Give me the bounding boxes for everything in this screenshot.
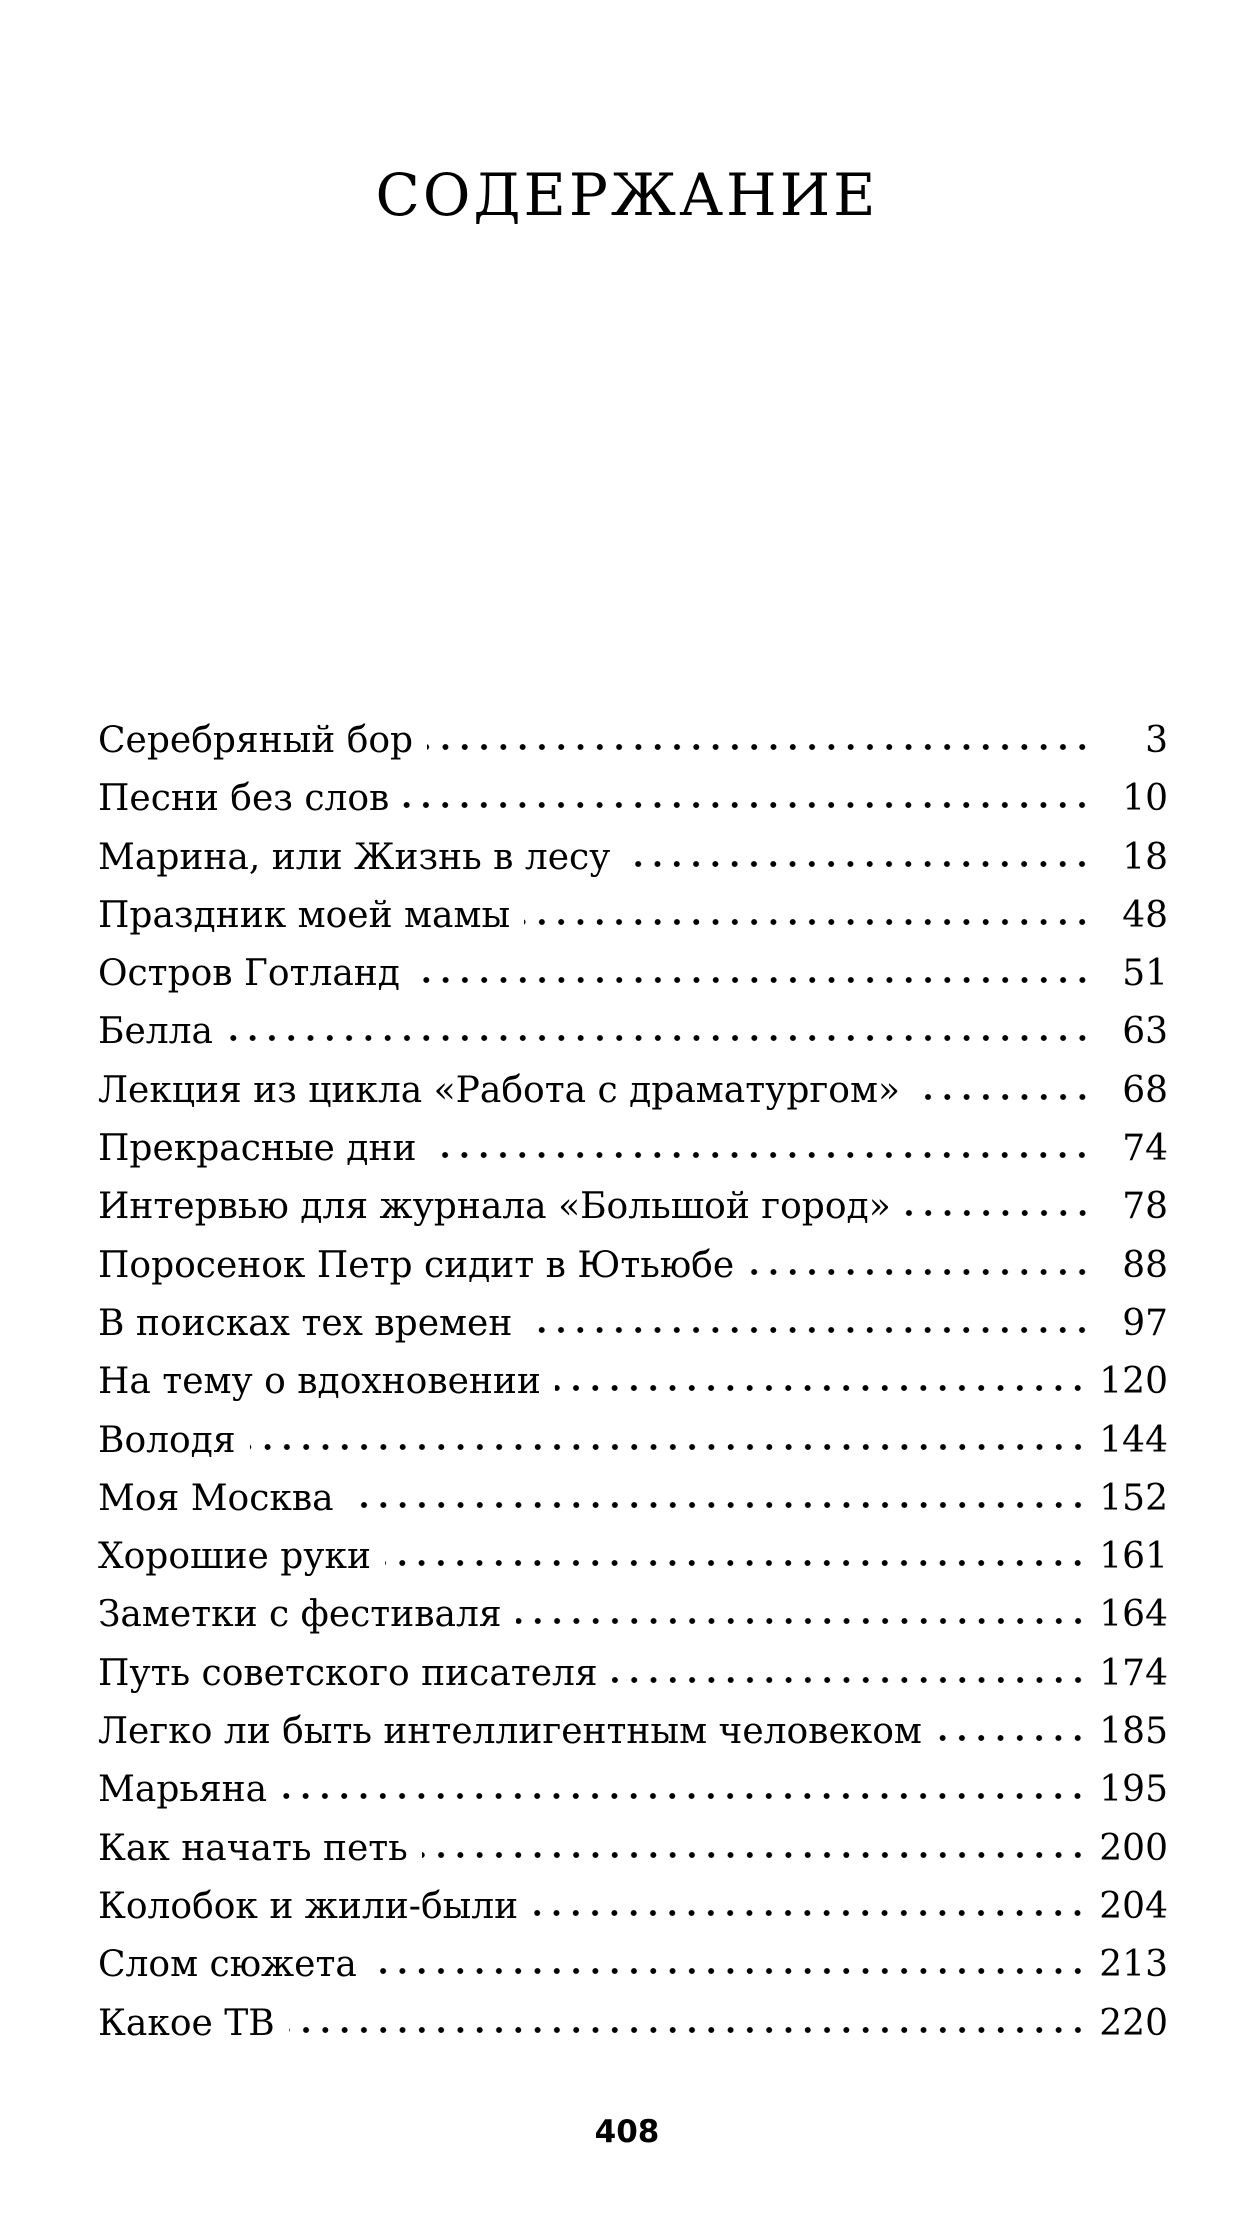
toc-entry-title: Путь советского писателя [98, 1652, 598, 1694]
dot-leader [524, 917, 1092, 927]
toc-entry-page: 48 [1122, 894, 1168, 936]
toc-entry[interactable] [98, 1820, 1168, 1878]
dot-leader [516, 1616, 1088, 1626]
dot-leader [914, 1092, 1092, 1102]
toc-entry-page: 161 [1099, 1536, 1168, 1578]
toc-entry-title: Моя Москва [98, 1477, 334, 1519]
dot-leader [348, 1500, 1088, 1510]
toc-entry-title: Как начать петь [98, 1827, 408, 1869]
toc-entry-title: Песни без слов [98, 778, 390, 820]
toc-entry[interactable] [98, 1470, 1168, 1528]
dot-leader [905, 1208, 1092, 1218]
toc-entry-title: На тему о вдохновении [98, 1361, 541, 1403]
dot-leader [612, 1675, 1088, 1685]
toc-entry-page: 97 [1122, 1302, 1168, 1344]
toc-entry[interactable] [98, 887, 1168, 945]
toc-entry-title: Легко ли быть интеллигентным человеком [98, 1711, 922, 1753]
toc-entry-page: 78 [1122, 1186, 1168, 1228]
toc-entry-page: 144 [1099, 1419, 1168, 1461]
toc-entry[interactable] [98, 1936, 1168, 1994]
toc-entry-page: 195 [1099, 1769, 1168, 1811]
toc-entry-title: Поросенок Петр сидит в Ютьюбе [98, 1244, 735, 1286]
dot-leader [385, 1558, 1087, 1568]
toc-entry-page: 164 [1099, 1594, 1168, 1636]
dot-leader [555, 1383, 1087, 1393]
dot-leader [289, 2025, 1088, 2035]
toc-entry-page: 174 [1099, 1652, 1168, 1694]
dot-leader [936, 1733, 1087, 1743]
toc-entry[interactable] [98, 1178, 1168, 1236]
toc-entry[interactable] [98, 1645, 1168, 1703]
toc-entry-title: Какое ТВ [98, 2002, 275, 2044]
toc-entry-page: 88 [1122, 1244, 1168, 1286]
toc-entry[interactable] [98, 1062, 1168, 1120]
toc-entry-page: 51 [1122, 953, 1168, 995]
toc-entry-page: 152 [1099, 1477, 1168, 1519]
dot-leader [371, 1966, 1087, 1976]
dot-leader [624, 859, 1092, 869]
dot-leader [748, 1267, 1092, 1277]
toc-entry[interactable] [98, 1003, 1168, 1061]
dot-leader [281, 1791, 1087, 1801]
page-number: 408 [594, 2114, 660, 2150]
toc-entry-title: Заметки с фестиваля [98, 1594, 502, 1636]
toc-entry[interactable] [98, 945, 1168, 1003]
dot-leader [526, 1325, 1092, 1335]
toc-entry[interactable] [98, 829, 1168, 887]
toc-entry-title: Интервью для журнала «Большой город» [98, 1186, 891, 1228]
toc-entry-title: Володя [98, 1419, 236, 1461]
dot-leader [250, 1442, 1088, 1452]
toc-entry[interactable] [98, 1761, 1168, 1819]
toc-entry[interactable] [98, 1237, 1168, 1295]
toc-entry-title: Белла [98, 1011, 213, 1053]
toc-entry-page: 74 [1122, 1128, 1168, 1170]
table-of-contents [98, 712, 1168, 2053]
toc-entry-title: Марина, или Жизнь в лесу [98, 836, 611, 878]
dot-leader [422, 1850, 1088, 1860]
toc-entry-page: 68 [1122, 1069, 1168, 1111]
page-title: СОДЕРЖАНИЕ [375, 161, 879, 229]
dot-leader [427, 742, 1092, 752]
dot-leader [430, 1150, 1092, 1160]
toc-entry-title: Хорошие руки [98, 1536, 371, 1578]
dot-leader [227, 1033, 1092, 1043]
toc-entry-title: Праздник моей мамы [98, 894, 511, 936]
toc-entry[interactable] [98, 1120, 1168, 1178]
toc-entry-title: Серебряный бор [98, 720, 414, 761]
toc-entry-page: 3 [1145, 720, 1168, 761]
toc-entry-page: 204 [1099, 1885, 1168, 1927]
toc-entry[interactable] [98, 1353, 1168, 1411]
toc-entry-page: 220 [1099, 2002, 1168, 2044]
toc-entry-page: 63 [1122, 1011, 1168, 1053]
toc-entry[interactable] [98, 1995, 1168, 2053]
toc-entry[interactable] [98, 712, 1168, 770]
toc-entry[interactable] [98, 1586, 1168, 1644]
toc-entry-page: 120 [1099, 1361, 1168, 1403]
toc-entry-page: 10 [1122, 778, 1168, 820]
toc-entry[interactable] [98, 770, 1168, 828]
toc-entry-title: Прекрасные дни [98, 1128, 417, 1170]
dot-leader [532, 1908, 1087, 1918]
toc-entry-title: Остров Готланд [98, 953, 400, 995]
toc-entry-page: 18 [1122, 836, 1168, 878]
toc-entry-page: 200 [1099, 1827, 1168, 1869]
toc-entry-page: 185 [1099, 1711, 1168, 1753]
toc-entry-title: Лекция из цикла «Работа с драматургом» [98, 1069, 900, 1111]
toc-entry-title: Марьяна [98, 1769, 268, 1811]
toc-entry[interactable] [98, 1528, 1168, 1586]
toc-entry-page: 213 [1099, 1944, 1168, 1986]
toc-entry[interactable] [98, 1295, 1168, 1353]
toc-entry-title: Слом сюжета [98, 1944, 357, 1986]
toc-entry[interactable] [98, 1412, 1168, 1470]
toc-entry-title: Колобок и жили-были [98, 1885, 519, 1927]
dot-leader [414, 975, 1092, 985]
toc-entry[interactable] [98, 1703, 1168, 1761]
dot-leader [403, 800, 1092, 810]
toc-entry-title: В поисках тех времен [98, 1302, 513, 1344]
toc-entry[interactable] [98, 1878, 1168, 1936]
